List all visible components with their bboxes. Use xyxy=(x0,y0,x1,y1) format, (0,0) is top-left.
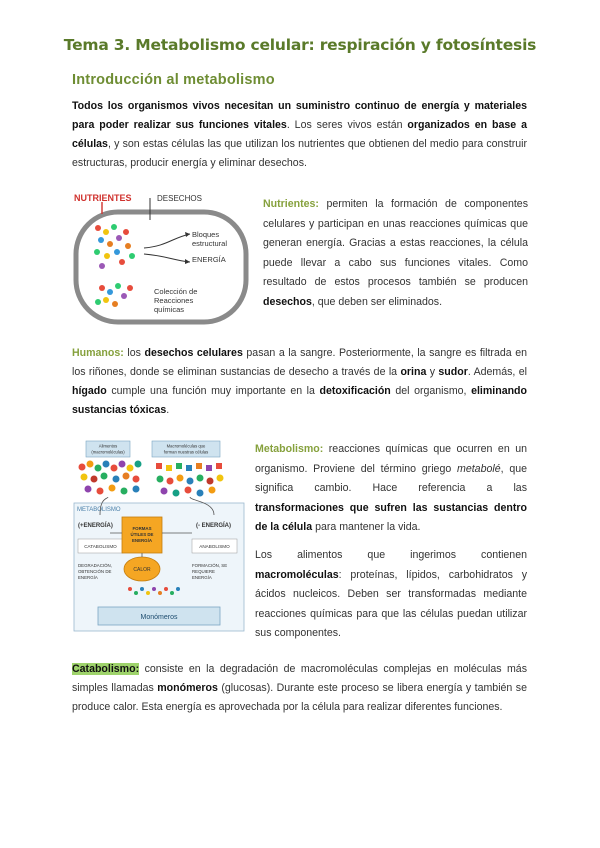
humanos-bold-3: sudor xyxy=(438,366,468,378)
coleccion-label-3: químicas xyxy=(154,305,185,314)
catabolismo-label: CATABOLISMO xyxy=(84,544,117,549)
monomeros-label: Monómeros xyxy=(140,614,178,621)
metabolismo-term: Metabolismo: xyxy=(255,443,324,455)
humanos-text-2: pasan a la sangre. Posteriormente, la sangre es filtrada en los riñones, donde se eliminan sustancias de desecho a través de la xyxy=(72,347,527,378)
alimentos-label-2: (macromoléculas) xyxy=(91,449,125,455)
food-molecules-right xyxy=(156,463,224,497)
nutrientes-label: NUTRIENTES xyxy=(74,193,132,203)
humanos-bold-2: orina xyxy=(400,366,427,378)
humanos-bold-5: detoxificación xyxy=(319,385,391,397)
humanos-bold-4: hígado xyxy=(72,385,107,397)
nutrientes-paragraph xyxy=(263,195,528,313)
energia-label: ENERGÍA xyxy=(192,255,226,264)
atp-label-3: ENERGÍA xyxy=(131,538,153,543)
degradacion-label-3: ENERGÍA xyxy=(78,575,98,580)
nutrientes-text-1: permiten la formación de componentes celulares y participan en unas reacciones químicas que generan energía. Gracias a estas reacciones, la célula puede llevar a cabo sus funciones vitales. Como resultado de estos procesos también se producen xyxy=(263,198,528,289)
humanos-term: Humanos: xyxy=(72,347,124,359)
humanos-text-7: . xyxy=(166,404,170,416)
alimentos-text-1: Los alimentos que ingerimos contienen xyxy=(255,549,527,561)
degradacion-label-2: OBTENCIÓN DE xyxy=(78,569,112,574)
catabolismo-text-1: consiste en la degradación de macromoléculas complejas en moléculas más simples llamadas xyxy=(72,663,527,694)
nutrient-dots-bottom xyxy=(95,283,133,307)
intro-paragraph xyxy=(72,97,527,173)
alimentos-bold-1: macromoléculas xyxy=(255,568,339,581)
catabolismo-bold-1: monómeros xyxy=(157,682,218,694)
coleccion-label-1: Colección de xyxy=(154,287,198,296)
intro-bold-2: organizados en base a células xyxy=(72,119,527,150)
atp-label-1: FORMAS xyxy=(132,526,152,531)
bloques-label-2: estructural xyxy=(192,239,228,248)
metabolismo-text-2: , que significa cambio. Hace referencia a las xyxy=(255,462,528,495)
metabolismo-italic-1: metabolé xyxy=(457,462,501,475)
metabolismo-text-1: reacciones químicas que ocurren en un organismo. Proviene del término griego xyxy=(255,443,527,475)
catabolismo-term: Catabolismo: xyxy=(72,663,140,675)
intro-bold-1: Todos los organismos vivos necesitan un suministro continuo de energía y materiales para poder realizar sus funciones vitales xyxy=(72,100,527,131)
humanos-text-4: . Además, el xyxy=(467,366,527,378)
anabolismo-label: ANABOLISMO xyxy=(199,544,230,549)
atp-label-2: ÚTILES DE xyxy=(130,532,154,537)
humanos-text-6: del organismo, xyxy=(390,385,472,397)
intro-text-2: , y son estas células las que utilizan los nutrientes que obtienen del medio para construir estructuras, producir energía y eliminar desechos. xyxy=(72,138,527,169)
arrow-heads xyxy=(185,232,190,264)
metabolismo-text-3: para mantener la vida. xyxy=(312,521,421,534)
humanos-bold-6: eliminando sustancias tóxicas xyxy=(72,385,527,416)
macro-label-2: forman nuestras células xyxy=(163,449,209,455)
alimentos-text-2: : proteínas, lípidos, carbohidratos y ácidos nucleicos. Deben ser transformadas mediante reacciones químicas para que las células puedan utilizar sus componentes. xyxy=(255,568,527,640)
metabolismo-bold-1: transformaciones que sufren las sustancias dentro de la célula xyxy=(255,501,527,534)
metabolism-diagram xyxy=(72,437,247,637)
degradacion-label-1: DEGRADACIÓN, xyxy=(78,563,112,568)
nutrientes-text-2: , que deben ser eliminados. xyxy=(311,295,443,308)
desechos-label: DESECHOS xyxy=(157,194,202,203)
alimentos-label-1: Alimentos xyxy=(98,443,118,449)
nutrientes-term: Nutrientes: xyxy=(263,198,319,210)
alimentos-paragraph xyxy=(255,546,527,644)
nutrientes-bold-1: desechos xyxy=(263,295,312,308)
macro-label-1: Macromoléculas que xyxy=(166,443,206,449)
metabolismo-paragraph xyxy=(255,440,527,538)
humanos-text-3: y xyxy=(426,366,439,378)
formacion-label-2: REQUIERE xyxy=(192,569,215,574)
bloques-label-1: Bloques xyxy=(192,230,220,239)
intro-text-1: . Los seres vivos están xyxy=(286,119,408,131)
flow-arrow-1 xyxy=(144,234,190,248)
formacion-label-3: ENERGÍA xyxy=(192,575,212,580)
menos-energia-label: (- ENERGÍA) xyxy=(196,523,231,529)
catabolismo-text-2: (glucosas). Durante este proceso se libera energía y también se produce calor. Esta energía es aprovechada por la célula para realizar diferentes funciones. xyxy=(72,682,527,713)
food-molecules-left xyxy=(79,461,142,495)
calor-label: CALOR xyxy=(133,567,151,573)
nutrient-dots-top xyxy=(94,224,135,269)
humanos-text-5: cumple una función muy importante en la xyxy=(106,385,320,397)
mas-energia-label: (+ENERGÍA) xyxy=(78,523,113,529)
page-title: Tema 3. Metabolismo celular: respiración y fotosíntesis xyxy=(63,36,537,54)
humanos-bold-1: desechos celulares xyxy=(144,347,243,359)
catabolismo-paragraph xyxy=(72,660,527,717)
humanos-paragraph xyxy=(72,344,527,420)
cell-diagram xyxy=(72,190,252,330)
section-heading: Introducción al metabolismo xyxy=(72,72,275,88)
humanos-text-1: los xyxy=(123,347,145,359)
formacion-label-1: FORMACIÓN, SE xyxy=(192,563,228,568)
flow-arrow-2 xyxy=(144,254,190,262)
coleccion-label-2: Reacciones xyxy=(154,296,194,305)
metabolismo-label: METABOLISMO xyxy=(77,507,121,513)
